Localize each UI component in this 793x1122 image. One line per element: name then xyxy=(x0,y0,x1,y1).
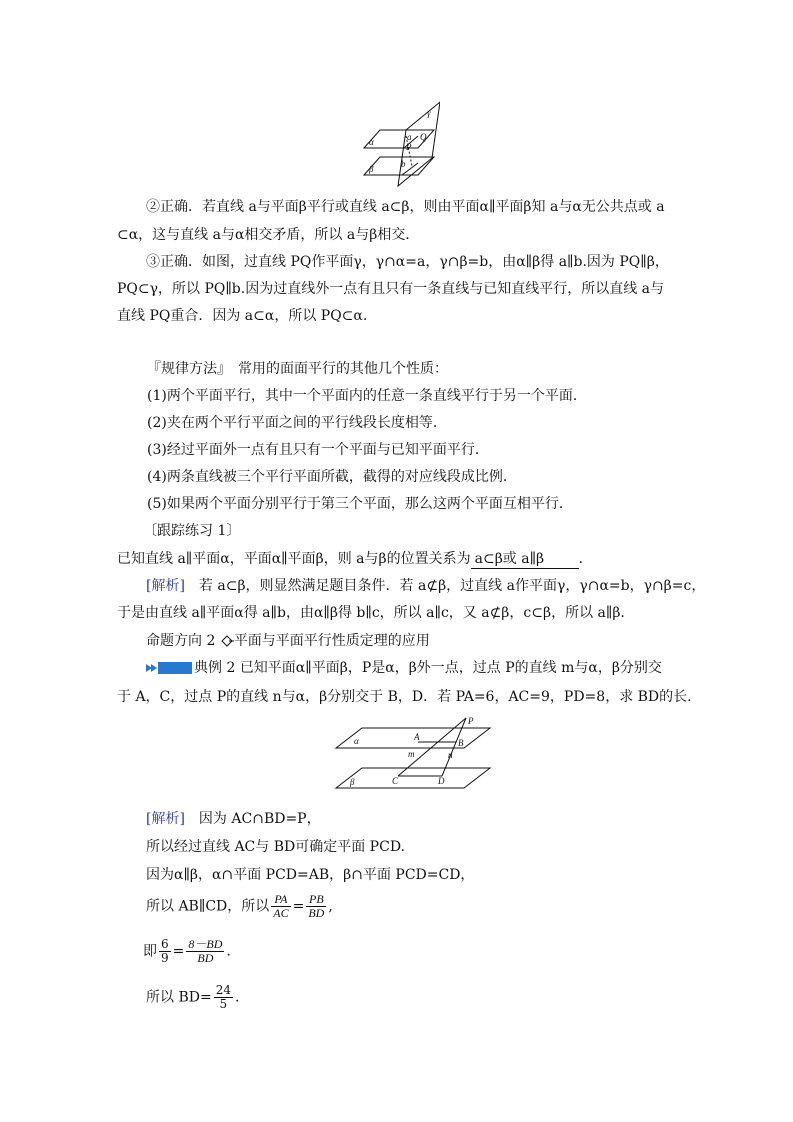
plane-alpha xyxy=(336,728,490,748)
svg-text:β: β xyxy=(350,777,355,787)
fraction-pb-bd: $\frac{PB}{BD}$ xyxy=(308,892,325,920)
example-tag: 典例 2 xyxy=(194,660,236,676)
fast-forward-icon xyxy=(146,662,158,674)
svg-text:Q: Q xyxy=(420,132,427,142)
method-item-2: (2)夹在两个平行平面之间的平行线段长度相等． xyxy=(147,415,447,431)
solution-text-1: 因为 AC∩BD=P， xyxy=(184,811,321,827)
solution-line-4 xyxy=(146,893,333,920)
period: . xyxy=(234,989,240,1006)
svg-text:C: C xyxy=(392,776,399,786)
fraction-24-5: $\frac{24}{5}$ xyxy=(215,983,231,1011)
exercise-question-text: 已知直线 a∥平面α，平面α∥平面β，则 a与β的位置关系为 xyxy=(117,551,471,567)
solution-line-2: 所以经过直线 AC与 BD可确定平面 PCD. xyxy=(146,839,405,855)
svg-text:B: B xyxy=(458,738,464,748)
svg-text:α: α xyxy=(354,736,359,746)
svg-text:α: α xyxy=(369,137,374,147)
example-line-1 xyxy=(146,659,662,677)
svg-text:P: P xyxy=(406,142,412,152)
solution-tag: [解析] xyxy=(146,811,185,827)
example-highlight-bar xyxy=(158,662,192,674)
method-item-3: (3)经过平面外一点有且只有一个平面与已知平面平行． xyxy=(147,442,489,458)
exercise-answer: a⊂β或 a∥β xyxy=(471,550,579,569)
comma: , xyxy=(328,898,333,915)
svg-text:m: m xyxy=(408,749,415,759)
method-item-1: (1)两个平面平行，其中一个平面内的任意一条直线平行于另一个平面． xyxy=(147,388,587,404)
plane-beta xyxy=(364,157,434,175)
direction-heading xyxy=(146,632,430,650)
solution-text-6: 所以 BD= xyxy=(146,989,212,1006)
paragraph-2-line-1: ②正确．若直线 a与平面β平行或直线 a⊂β，则由平面α∥平面β知 a与α无公共点或 a xyxy=(146,199,665,215)
fraction-pa-ac: $\frac{PA}{AC}$ xyxy=(273,892,289,920)
period: . xyxy=(226,943,231,960)
plane-beta xyxy=(336,768,490,788)
exercise-analysis-line-1 xyxy=(146,577,705,595)
solution-line-5 xyxy=(143,938,231,965)
fraction-8-bd: $\frac{8-BD}{BD}$ xyxy=(188,937,223,965)
planes-figure-2 xyxy=(332,716,492,796)
exercise-analysis-line-2: 于是由直线 a∥平面α得 a∥b，由α∥β得 b∥c，所以 a∥c，又 a⊄β，c⊂β，所以 a∥β. xyxy=(117,605,625,621)
svg-text:A: A xyxy=(414,732,420,742)
solution-line-6 xyxy=(146,984,239,1011)
method-item-4: (4)两条直线被三个平行平面所截，截得的对应线段成比例． xyxy=(147,469,517,485)
example-line-2: 于 A，C，过点 P的直线 n与α，β分别交于 B，D．若 PA=6，AC=9，PD=8，求 BD的长. xyxy=(117,689,692,705)
planes-figure-1 xyxy=(360,100,440,188)
analysis-tag: [解析] xyxy=(146,578,185,594)
svg-text:P: P xyxy=(468,716,474,726)
exercise-question-end: ． xyxy=(578,551,593,567)
solution-line-3: 因为α∥β，α∩平面 PCD=AB，β∩平面 PCD=CD， xyxy=(146,867,475,883)
equals-sign: = xyxy=(292,898,305,915)
paragraph-3-line-2: PQ⊂γ，所以 PQ∥b.因为过直线外一点有且只有一条直线与已知直线平行，所以直线 a与 xyxy=(117,281,665,297)
method-item-5: (5)如果两个平面分别平行于第三个平面，那么这两个平面互相平行． xyxy=(147,496,573,512)
method-title: 『规律方法』 常用的面面平行的其他几个性质： xyxy=(147,361,448,377)
solution-line-1 xyxy=(146,810,321,828)
diamond-bullet-icon xyxy=(220,635,234,647)
solution-text-4: 所以 AB∥CD，所以 xyxy=(146,898,270,915)
paragraph-3-line-3: 直线 PQ重合．因为 a⊂α，所以 PQ⊂α. xyxy=(117,308,368,324)
direction-title: 平面与平面平行性质定理的应用 xyxy=(233,633,430,649)
svg-text:a: a xyxy=(407,132,412,142)
paragraph-3-line-1: ③正确．如图，过直线 PQ作平面γ，γ∩α=a，γ∩β=b，由α∥β得 a∥b.因为 PQ∥β， xyxy=(146,254,669,270)
paragraph-2-line-2: ⊂α，这与直线 a与α相交矛盾，所以 a与β相交． xyxy=(117,227,420,243)
example-text-1: 已知平面α∥平面β，P是α，β外一点，过点 P的直线 m与α，β分别交 xyxy=(239,660,662,676)
analysis-text: 若 a⊂β，则显然满足题目条件．若 a⊄β，过直线 a作平面γ，γ∩α=b，γ∩β=c， xyxy=(184,578,706,594)
svg-text:n: n xyxy=(448,750,453,760)
svg-text:b: b xyxy=(401,159,406,169)
solution-text-5: 即 xyxy=(143,943,157,960)
direction-label: 命题方向 2 xyxy=(146,633,216,649)
fraction-6-9: $\frac{6}{9}$ xyxy=(161,937,169,965)
equals-sign: = xyxy=(172,943,185,960)
exercise-title: 〔跟踪练习 1〕 xyxy=(143,523,241,539)
exercise-question xyxy=(117,550,593,569)
svg-text:β: β xyxy=(369,164,374,174)
svg-text:γ: γ xyxy=(427,108,431,118)
svg-text:D: D xyxy=(438,776,445,786)
line-m xyxy=(398,718,466,776)
